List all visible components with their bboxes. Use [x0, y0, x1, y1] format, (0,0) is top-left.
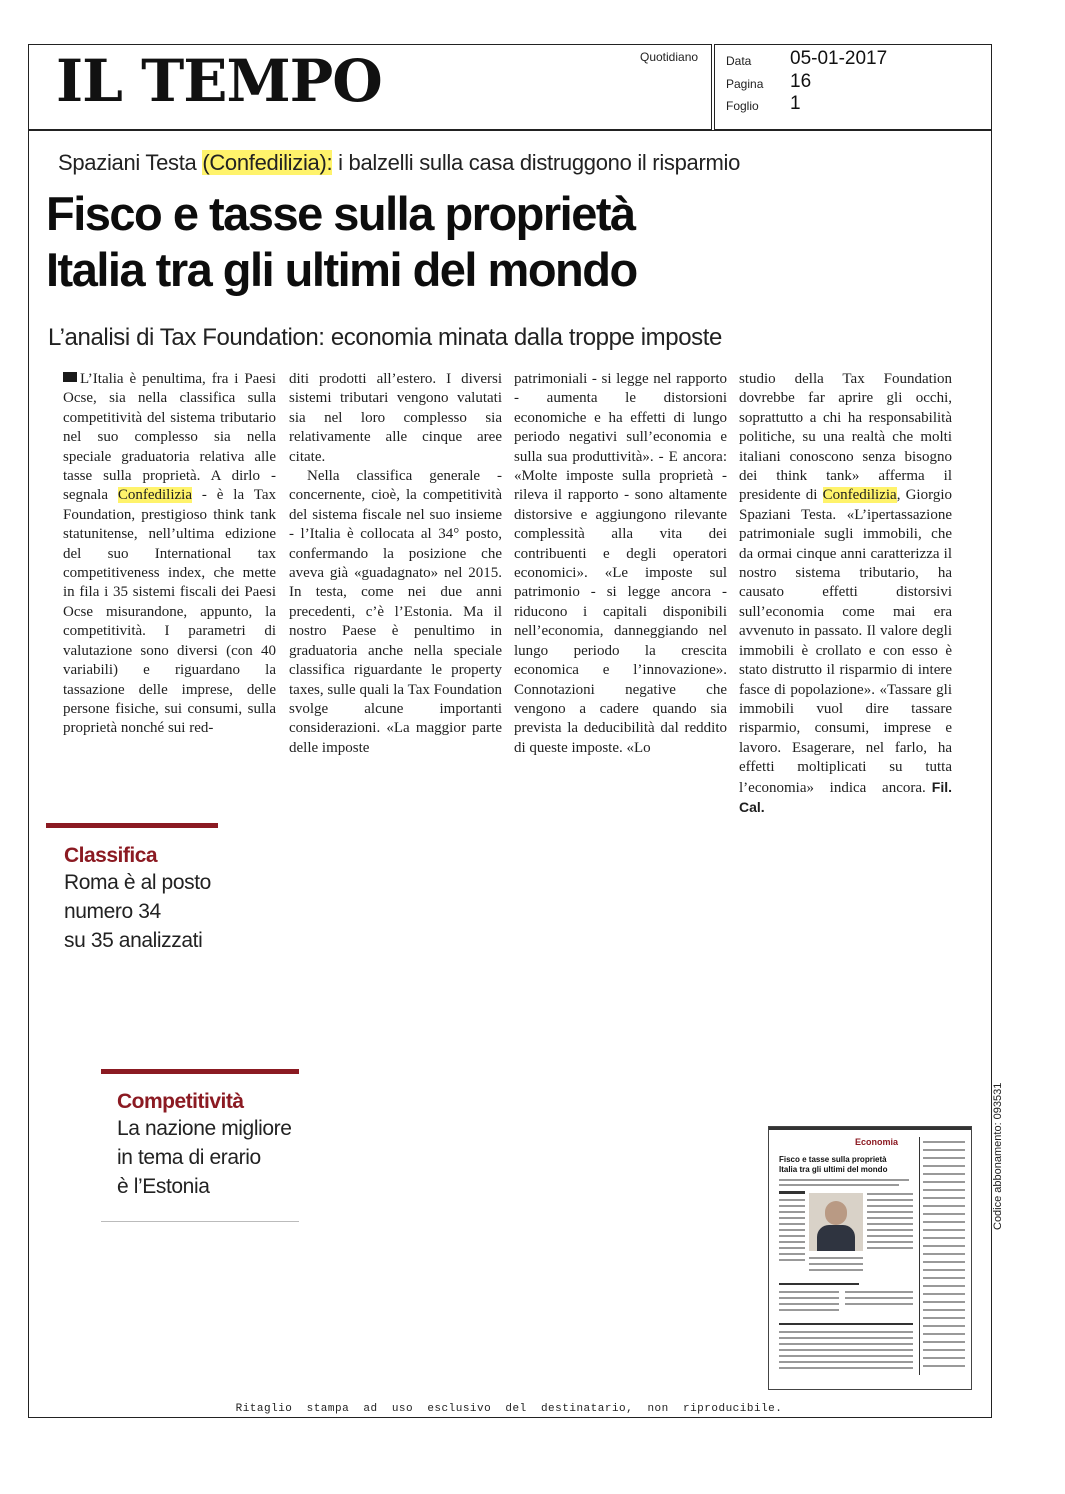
thumbnail-headline-line-1: Fisco e tasse sulla proprietà	[779, 1155, 887, 1164]
confedilizia-highlight: Confedilizia	[822, 487, 897, 504]
article-subhead: L’analisi di Tax Foundation: economia minata dalla troppe imposte	[48, 324, 722, 351]
author-signature: Fil. Cal.	[739, 778, 952, 815]
classifica-rule	[46, 823, 218, 828]
kicker-text: Spaziani Testa	[58, 150, 203, 175]
article-column-3	[514, 370, 727, 758]
article-column-1	[63, 370, 276, 739]
page-label: Pagina	[726, 77, 764, 91]
periodicity-label: Quotidiano	[640, 50, 699, 64]
newspaper-masthead: IL TEMPO	[56, 47, 382, 115]
competitivita-line-1: La nazione migliore	[117, 1117, 292, 1140]
article-column-4	[739, 370, 952, 818]
subscription-code: Codice abbonamento: 093531	[992, 1082, 1004, 1230]
article-headline	[46, 186, 806, 298]
lead-square-icon	[63, 372, 77, 382]
kicker-text-end: i balzelli sulla casa distruggono il risparmio	[332, 150, 741, 175]
column-3-text: patrimoniali - si legge nel rapporto - aumenta le distorsioni economiche e ha effetti di lungo periodo negativi sull’economia e sulla sua produttività». - E ancora: «Molte imposte sulla proprietà - rileva il rapporto - sono altamente distorsive e aggiungono rilevante complessità alla vita dei contribuenti e degli operatori economici». «Le imposte sul patrimonio - si legge ancora - riducono i capitali disponibili nell’economia, danneggiando nel lungo periodo la crescita economica e l’innovazione». Connotazioni negative che vengono a cadere quando sia prevista la deducibilità dal reddito di queste imposte. «Lo	[514, 371, 727, 756]
classifica-line-3: su 35 analizzati	[64, 929, 203, 952]
kicker-highlight: (Confedilizia):	[202, 150, 333, 175]
column-4-text: studio della Tax Foundation dovrebbe far aprire gli occhi, soprattutto a chi ha responsabilità politiche, su una realtà che molti italiani conoscono senza bisogno dei think tank» afferma il presidente di	[739, 371, 952, 504]
column-4-text-end: , Giorgio Spaziani Testa. «L’ipertassazione patrimoniale sugli immobili, che da ormai cinque anni caratterizza il nostro sistema tributario, ha causato effetti distorsivi sull’economia come mai era avvenuto in passato. Il valore degli immobili è crollato e con esso è stato distrutto il risparmio di intere fasce di popolazione». «Tassare gli immobili vuol dire tassare risparmio, consumi, imprese e lavoro. Esagerare, nel farlo, ha effetti moltiplicati su tutta l’economia» indica ancora.	[739, 487, 952, 796]
article-kicker	[58, 150, 740, 176]
date-value: 05-01-2017	[790, 48, 888, 69]
headline-line-2: Italia tra gli ultimi del mondo	[46, 243, 637, 296]
page-value: 16	[790, 71, 812, 92]
competitivita-bottom-rule	[101, 1221, 299, 1222]
competitivita-title: Competitività	[117, 1090, 244, 1113]
classifica-line-1: Roma è al posto	[64, 871, 211, 894]
competitivita-line-3: è l’Estonia	[117, 1175, 210, 1198]
page-thumbnail	[768, 1126, 972, 1390]
thumbnail-section-title: Economia	[855, 1137, 899, 1147]
competitivita-rule	[101, 1069, 299, 1074]
headline-line-1: Fisco e tasse sulla proprietà	[46, 187, 635, 240]
classifica-line-2: numero 34	[64, 900, 161, 923]
competitivita-box	[101, 1069, 299, 1222]
column-1-text: L’Italia è penultima, fra i Paesi Ocse, sia nella classifica sulla competitività del sistema tributario nel suo complesso sia nella speciale graduatoria relativa alle tasse sulla proprietà. A dirlo - segnala	[63, 371, 276, 504]
column-2-paragraph-1: diti prodotti all’estero. I diversi sistemi tributari vengono valutati sia nel loro complesso sia relativamente alle cinque aree citate.	[289, 371, 502, 465]
sheet-value: 1	[790, 93, 801, 114]
thumbnail-headline	[779, 1155, 919, 1175]
competitivita-line-2: in tema di erario	[117, 1146, 261, 1169]
thumbnail-top-rule	[769, 1127, 971, 1130]
thumbnail-photo	[809, 1193, 863, 1251]
footer-notice: Ritaglio stampa ad uso esclusivo del destinatario, non riproducibile.	[235, 1403, 783, 1415]
sheet-label: Foglio	[726, 99, 759, 113]
column-1-text-end: - è la Tax Foundation, prestigioso think tank statunitense, nell’ultima edizione del suo International tax competitiveness index, che mette in fila i 35 sistemi fiscali dei Paesi Ocse misurandone, appunto, la competitività. I parametri di valutazione sono diversi (con 40 variabili) e riguardano la tassazione delle imprese, delle persone fisiche, sui consumi, sulla proprietà nonché sui red-	[63, 487, 276, 737]
classifica-box	[46, 823, 218, 955]
thumbnail-headline-line-2: Italia tra gli ultimi del mondo	[779, 1165, 888, 1174]
date-label: Data	[726, 54, 752, 68]
article-column-2	[289, 370, 502, 758]
column-2-paragraph-2: Nella classifica generale - concernente, cioè, la competitività del sistema fiscale nel suo insieme - l’Italia è collocata al 34° posto, confermando la posizione che aveva già «guadagnato» nel 2015. In testa, come nei due anni precedenti, c’è l’Estonia. Ma il nostro Paese è penultimo in graduatoria anche nella speciale classifica riguardante le property taxes, sulle quali la Tax Foundation svolge alcune importanti considerazioni. «La maggior parte delle imposte	[289, 468, 502, 756]
confedilizia-highlight: Confedilizia	[117, 487, 193, 504]
classifica-title: Classifica	[64, 844, 158, 867]
